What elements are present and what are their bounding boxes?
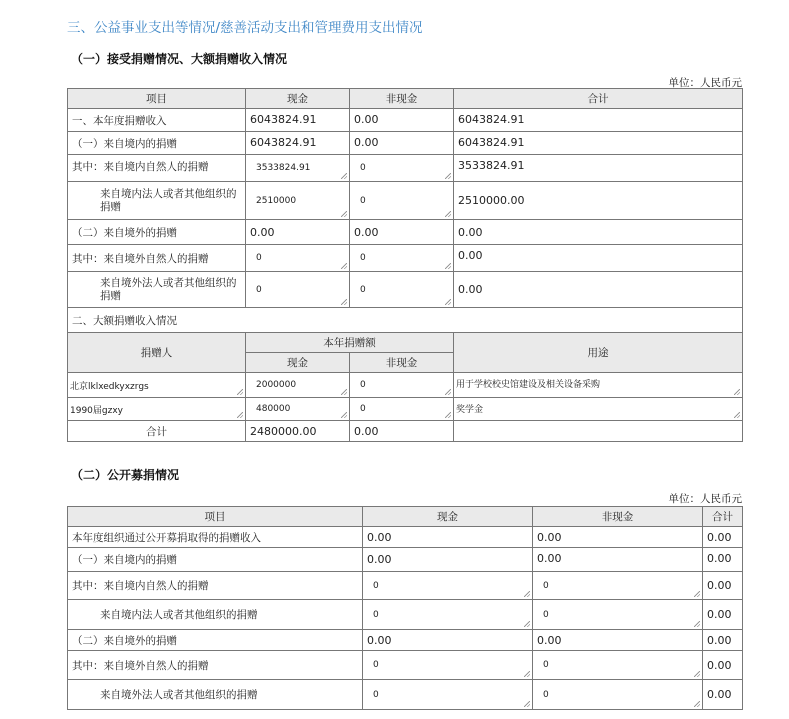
noncash-field[interactable]: 0 [350, 155, 454, 182]
row-label: 一、本年度捐赠收入 [68, 109, 246, 132]
table-row [68, 630, 743, 651]
total-field[interactable]: 0.00 [703, 651, 743, 680]
noncash-field[interactable]: 0 [533, 600, 703, 630]
row-label: 其中：来自境内自然人的捐赠 [68, 155, 246, 182]
purpose-field[interactable]: 奖学金 [454, 398, 743, 421]
header-cash: 现金 [363, 507, 533, 527]
header-cash: 现金 [246, 89, 350, 109]
cash-field[interactable]: 2510000 [246, 182, 350, 220]
part1-title: （一）接受捐赠情况、大额捐赠收入情况 [71, 52, 288, 66]
table-header-row [68, 507, 743, 527]
noncash-field[interactable]: 0.00 [350, 220, 454, 245]
total-row [68, 421, 743, 442]
cash-field[interactable]: 0.00 [363, 527, 533, 548]
header-item: 项目 [68, 507, 363, 527]
header-purpose: 用途 [454, 333, 743, 373]
total-field[interactable]: 0.00 [454, 245, 743, 272]
row-label: 来自境内法人或者其他组织的捐赠 [68, 182, 246, 220]
row-label: （二）来自境外的捐赠 [68, 630, 363, 651]
cash-field[interactable]: 6043824.91 [246, 109, 350, 132]
row-label: （一）来自境内的捐赠 [68, 132, 246, 155]
row-label: 来自境外法人或者其他组织的捐赠 [68, 272, 246, 308]
section-title: 三、公益事业支出等情况/慈善活动支出和管理费用支出情况 [67, 20, 423, 36]
total-field[interactable]: 2510000.00 [454, 182, 743, 220]
total-field[interactable]: 0.00 [703, 680, 743, 710]
header-large-cash: 现金 [246, 353, 350, 373]
total-field[interactable]: 0.00 [703, 527, 743, 548]
header-total: 合计 [703, 507, 743, 527]
header-large-noncash: 非现金 [350, 353, 454, 373]
row-label: 来自境内法人或者其他组织的捐赠 [68, 600, 363, 630]
noncash-field[interactable]: 0 [533, 572, 703, 600]
header-noncash: 非现金 [350, 89, 454, 109]
table-row [68, 572, 743, 600]
table-row [68, 373, 743, 398]
total-cash-field[interactable]: 2480000.00 [246, 421, 350, 442]
noncash-field[interactable]: 0 [350, 272, 454, 308]
cash-field[interactable]: 0 [363, 572, 533, 600]
purpose-field[interactable]: 用于学校校史馆建设及相关设备采购 [454, 373, 743, 398]
noncash-field[interactable]: 0.00 [350, 109, 454, 132]
row-label: 其中：来自境外自然人的捐赠 [68, 651, 363, 680]
part2-unit: 单位：人民币元 [668, 493, 742, 505]
table-row [68, 651, 743, 680]
header-noncash: 非现金 [533, 507, 703, 527]
row-label: （二）来自境外的捐赠 [68, 220, 246, 245]
total-field[interactable]: 3533824.91 [454, 155, 743, 182]
table-row [68, 182, 743, 220]
donation-table [67, 88, 743, 442]
noncash-field[interactable]: 0 [350, 373, 454, 398]
row-label: 来自境外法人或者其他组织的捐赠 [68, 680, 363, 710]
public-fundraising-table [67, 506, 743, 710]
header-donor: 捐赠人 [68, 333, 246, 373]
table-row [68, 527, 743, 548]
header-total: 合计 [454, 89, 743, 109]
total-field[interactable]: 0.00 [454, 272, 743, 308]
total-field[interactable]: 0.00 [703, 572, 743, 600]
total-field[interactable]: 0.00 [703, 548, 743, 572]
cash-field[interactable]: 0 [363, 680, 533, 710]
noncash-field[interactable]: 0 [350, 245, 454, 272]
part2-title: （二）公开募捐情况 [71, 468, 180, 482]
noncash-field[interactable]: 0 [350, 182, 454, 220]
noncash-field[interactable]: 0 [350, 398, 454, 421]
total-field[interactable]: 6043824.91 [454, 132, 743, 155]
total-field[interactable]: 0.00 [703, 630, 743, 651]
donor-field[interactable]: 1990届gzxy [68, 398, 246, 421]
table-row [68, 220, 743, 245]
part1-unit: 单位：人民币元 [668, 77, 742, 89]
table-row [68, 548, 743, 572]
header-item: 项目 [68, 89, 246, 109]
cash-field[interactable]: 480000 [246, 398, 350, 421]
row-label: （一）来自境内的捐赠 [68, 548, 363, 572]
cash-field[interactable]: 0.00 [246, 220, 350, 245]
total-noncash-field[interactable]: 0.00 [350, 421, 454, 442]
noncash-field[interactable]: 0 [533, 651, 703, 680]
total-label: 合计 [68, 421, 246, 442]
large-donation-title-row [68, 308, 743, 333]
noncash-field[interactable]: 0.00 [533, 548, 703, 572]
row-label: 其中：来自境内自然人的捐赠 [68, 572, 363, 600]
table-row [68, 109, 743, 132]
cash-field[interactable]: 0 [246, 272, 350, 308]
table-row [68, 155, 743, 182]
row-label: 其中：来自境外自然人的捐赠 [68, 245, 246, 272]
noncash-field[interactable]: 0 [533, 680, 703, 710]
large-donation-title: 二、大额捐赠收入情况 [68, 308, 743, 333]
cash-field[interactable]: 0 [363, 600, 533, 630]
total-field[interactable]: 6043824.91 [454, 109, 743, 132]
large-header-row [68, 333, 743, 353]
total-empty-cell [454, 421, 743, 442]
table-header-row [68, 89, 743, 109]
noncash-field[interactable]: 0.00 [350, 132, 454, 155]
cash-field[interactable]: 0 [363, 651, 533, 680]
cash-field[interactable]: 2000000 [246, 373, 350, 398]
cash-field[interactable]: 3533824.91 [246, 155, 350, 182]
noncash-field[interactable]: 0.00 [533, 527, 703, 548]
cash-field[interactable]: 0.00 [363, 630, 533, 651]
row-label: 本年度组织通过公开募捐取得的捐赠收入 [68, 527, 363, 548]
header-amount: 本年捐赠额 [246, 333, 454, 353]
table-row [68, 132, 743, 155]
table-row [68, 398, 743, 421]
total-field[interactable]: 0.00 [703, 600, 743, 630]
cash-field[interactable]: 0 [246, 245, 350, 272]
table-row [68, 272, 743, 308]
total-field[interactable]: 0.00 [454, 220, 743, 245]
table-row [68, 600, 743, 630]
table-row [68, 245, 743, 272]
cash-field[interactable]: 0.00 [363, 548, 533, 572]
donor-field[interactable]: 北京lklxedkyxzrgs [68, 373, 246, 398]
cash-field[interactable]: 6043824.91 [246, 132, 350, 155]
noncash-field[interactable]: 0.00 [533, 630, 703, 651]
table-row [68, 680, 743, 710]
